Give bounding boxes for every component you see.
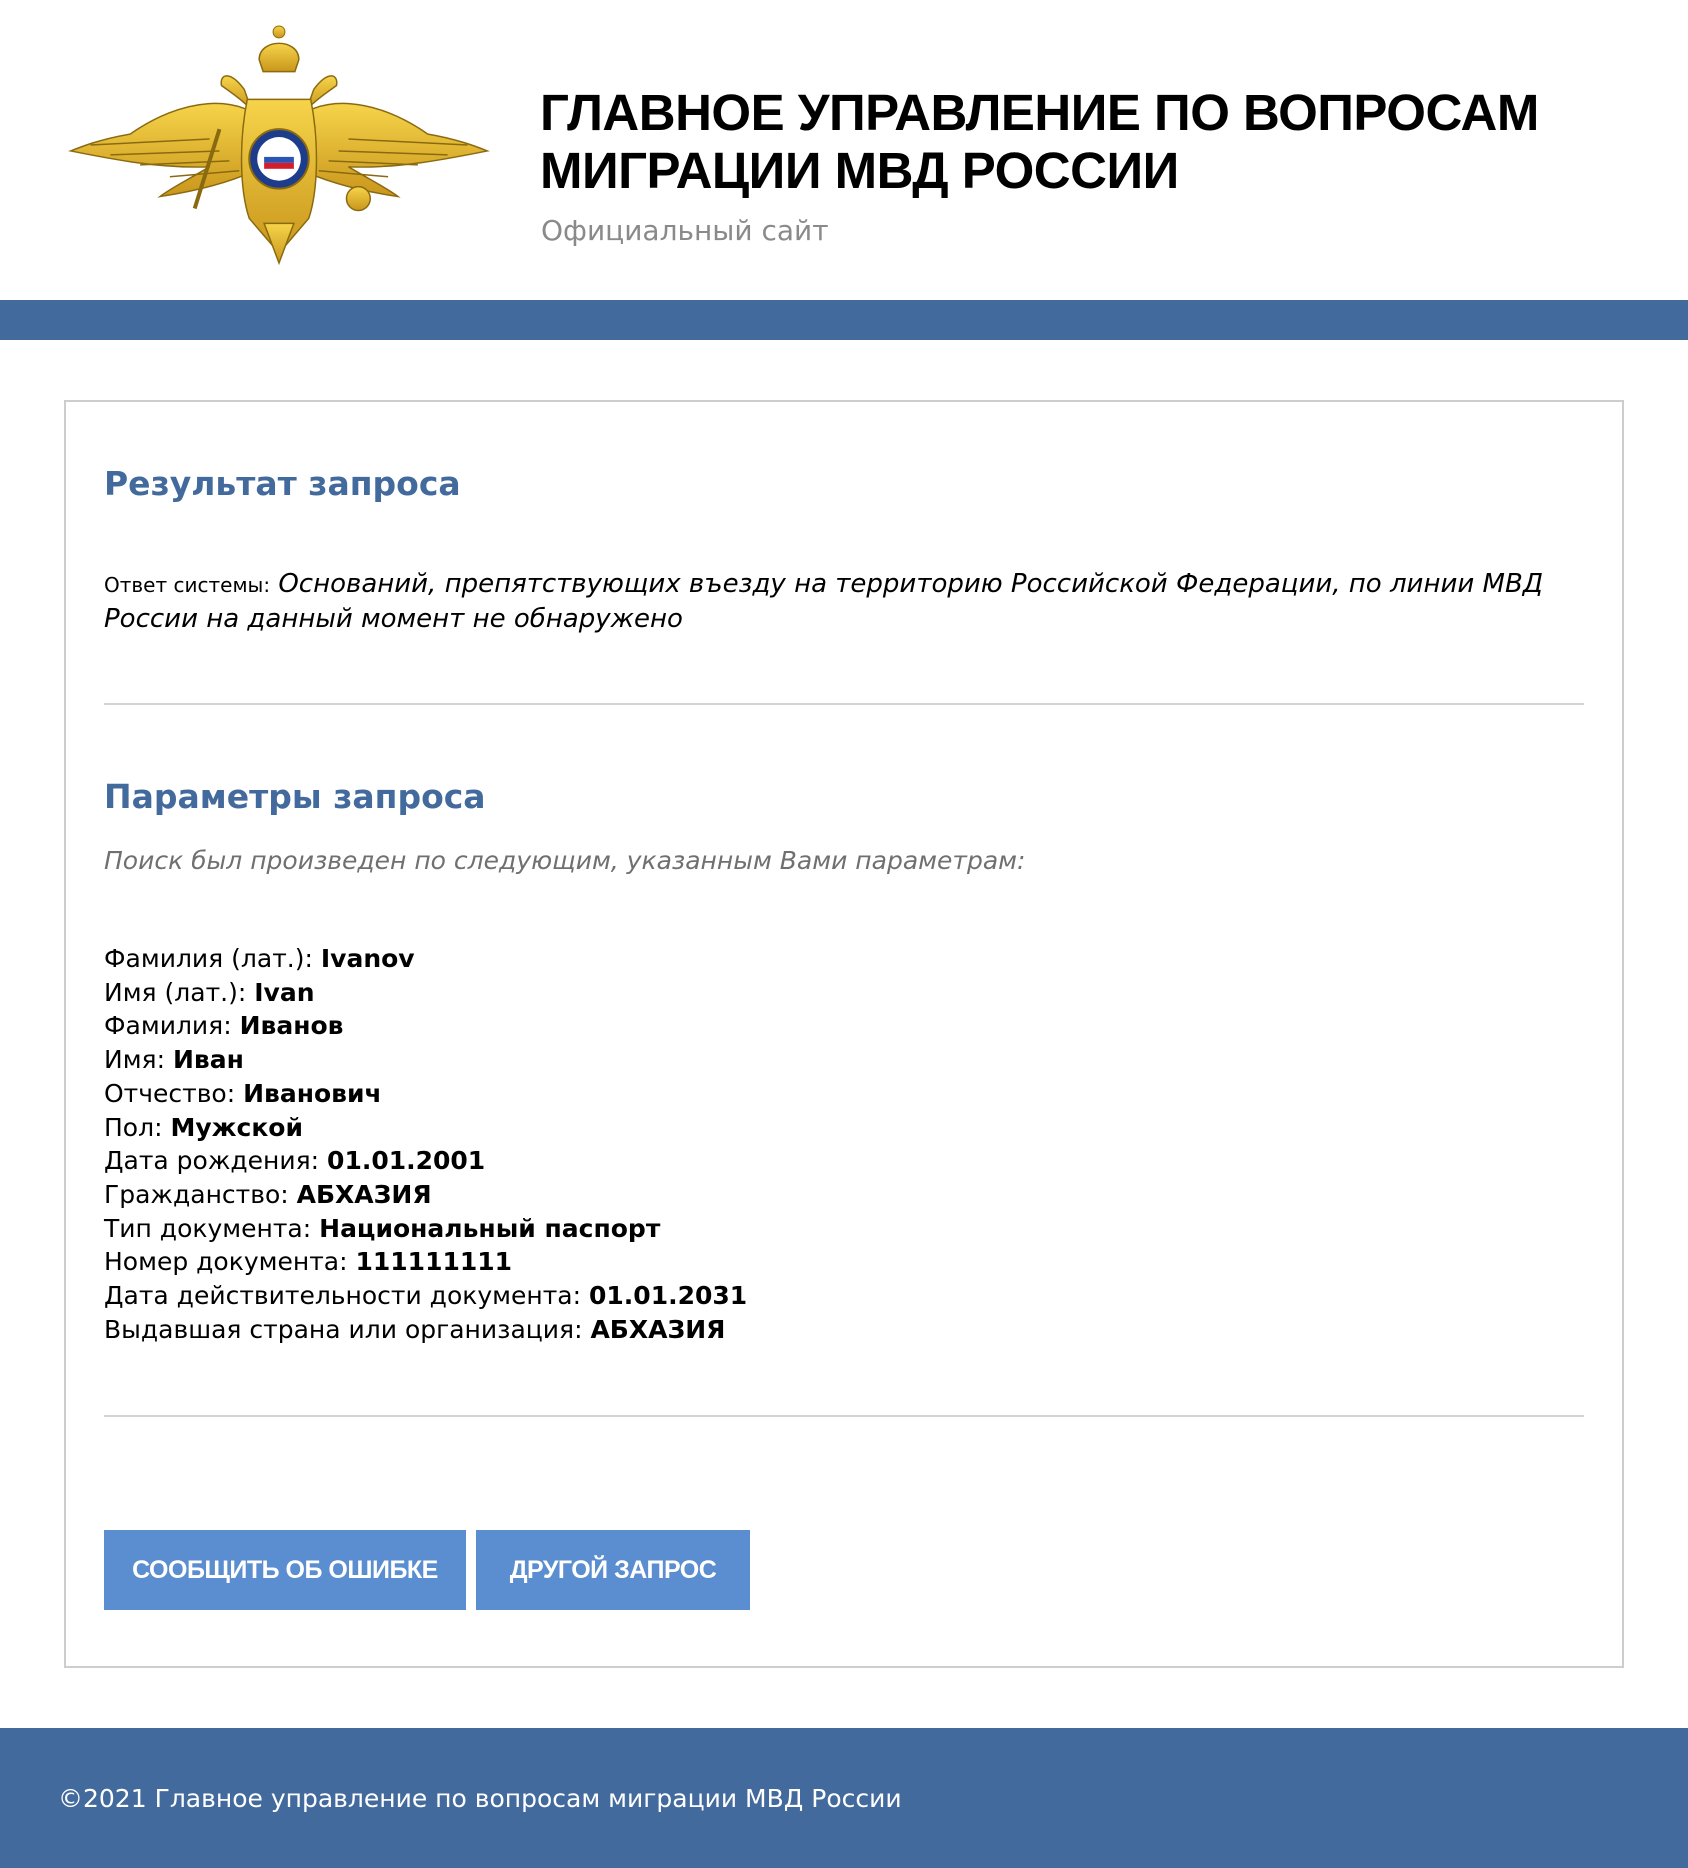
- param-item: [104, 976, 747, 1010]
- system-response-text: Оснований, препятствующих въезду на территорию Российской Федерации, по линии МВД России на данный момент не обнаружено: [104, 569, 1544, 634]
- footer-copyright: ©2021 Главное управление по вопросам миграции МВД России: [58, 1784, 902, 1813]
- param-label: Фамилия:: [104, 1011, 232, 1041]
- param-label: Выдавшая страна или организация:: [104, 1314, 583, 1344]
- param-value: Иванович: [243, 1078, 382, 1108]
- param-item: [104, 942, 747, 976]
- param-value: Ivan: [254, 977, 315, 1007]
- param-label: Отчество:: [104, 1078, 236, 1108]
- param-item: [104, 1077, 747, 1111]
- param-label: Тип документа:: [104, 1213, 312, 1243]
- params-title: Параметры запроса: [104, 777, 486, 816]
- param-value: 111111111: [355, 1247, 513, 1277]
- site-footer: [0, 1728, 1688, 1868]
- param-value: Ivanov: [320, 944, 415, 973]
- param-value: Национальный паспорт: [319, 1213, 661, 1243]
- param-value: АБХАЗИЯ: [590, 1314, 726, 1344]
- param-item: [104, 1111, 747, 1145]
- params-list: [104, 942, 747, 1346]
- param-item: [104, 1144, 747, 1178]
- param-label: Имя (лат.):: [104, 977, 247, 1007]
- params-note: Поиск был произведен по следующим, указанным Вами параметрам:: [104, 846, 1026, 875]
- system-response: [104, 567, 1544, 636]
- param-label: Фамилия (лат.):: [104, 944, 313, 973]
- param-item: [104, 1043, 747, 1077]
- param-item: [104, 1178, 747, 1212]
- param-item: [104, 1245, 747, 1279]
- site-header: [0, 0, 1688, 300]
- param-label: Гражданство:: [104, 1179, 289, 1209]
- report-error-button[interactable]: СООБЩИТЬ ОБ ОШИБКЕ: [104, 1530, 466, 1610]
- param-item: [104, 1313, 747, 1347]
- param-value: АБХАЗИЯ: [296, 1179, 432, 1209]
- param-value: Иванов: [239, 1011, 344, 1041]
- divider: [104, 703, 1584, 705]
- result-title: Результат запроса: [104, 464, 461, 503]
- site-title: ГЛАВНОЕ УПРАВЛЕНИЕ ПО ВОПРОСАМ МИГРАЦИИ МВД РОССИИ: [540, 84, 1539, 199]
- param-label: Дата действительности документа:: [104, 1281, 582, 1311]
- system-response-label: Ответ системы:: [104, 573, 271, 597]
- result-card: [64, 400, 1624, 1668]
- top-nav-bar: [0, 300, 1688, 340]
- param-value: 01.01.2031: [589, 1281, 748, 1311]
- param-value: Мужской: [170, 1112, 303, 1142]
- double-headed-eagle-emblem-icon: [68, 20, 490, 268]
- param-value: 01.01.2001: [327, 1146, 486, 1176]
- param-label: Имя:: [104, 1045, 166, 1075]
- param-item: [104, 1212, 747, 1246]
- param-label: Номер документа:: [104, 1247, 348, 1277]
- param-label: Дата рождения:: [104, 1146, 320, 1176]
- param-value: Иван: [172, 1045, 244, 1075]
- divider: [104, 1415, 1584, 1417]
- new-request-button[interactable]: ДРУГОЙ ЗАПРОС: [476, 1530, 750, 1610]
- param-item: [104, 1279, 747, 1313]
- param-item: [104, 1009, 747, 1043]
- site-subtitle: Официальный сайт: [541, 214, 829, 247]
- param-label: Пол:: [104, 1112, 163, 1142]
